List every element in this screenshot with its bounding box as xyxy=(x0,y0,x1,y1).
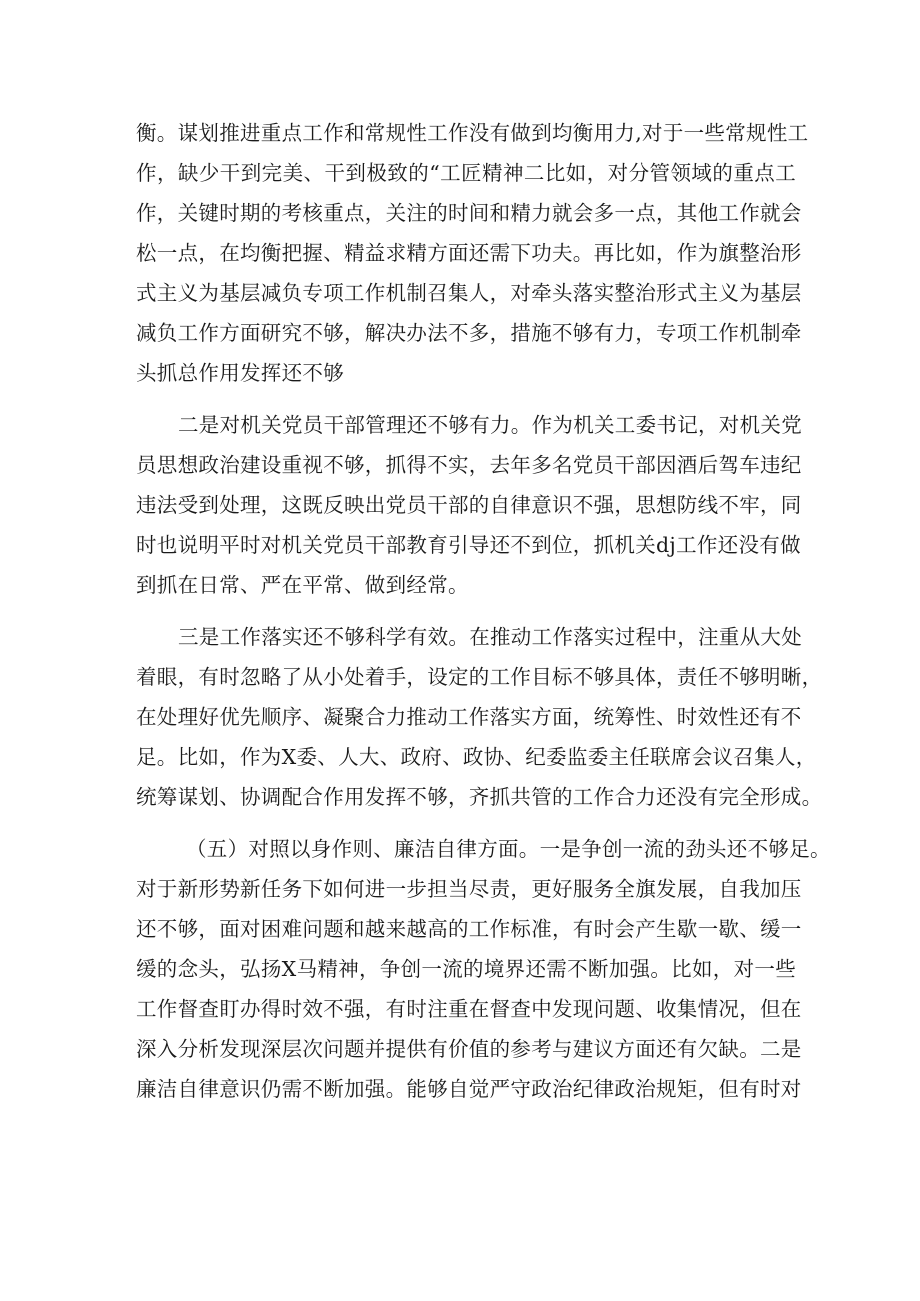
text-line: 头抓总作用发挥还不够 xyxy=(136,361,344,385)
body-text xyxy=(136,113,831,1109)
text-line: 违法受到处理，这既反映出党员干部的自律意识不强，思想防线不牢，同 xyxy=(136,493,802,517)
text-line: 作，缺少干到完美、干到极致的“工匠精神二比如，对分管领域的重点工 xyxy=(136,161,796,185)
text-line: 廉洁自律意识仍需不断加强。能够自觉严守政治纪律政治规矩，但有时对 xyxy=(136,1077,802,1101)
text-line: 衡。谋划推进重点工作和常规性工作没有做到均衡用力,对于一些常规性工 xyxy=(136,121,809,145)
text-line: 缓的念头，弘扬X马精神，争创一流的境界还需不断加强。比如，对一些 xyxy=(136,957,796,981)
paragraph-start-line: 三是工作落实还不够科学有效。在推动工作落实过程中，注重从大处 xyxy=(178,625,802,649)
text-line: 还不够，面对困难问题和越来越高的工作标准，有时会产生歇一歇、缓一 xyxy=(136,917,802,941)
text-line: 工作督查盯办得时效不强，有时注重在督查中发现问题、收集情况，但在 xyxy=(136,997,802,1021)
text-line: 减负工作方面研究不够，解决办法不多，措施不够有力，专项工作机制牵 xyxy=(136,321,802,345)
text-line: 统筹谋划、协调配合作用发挥不够，齐抓共管的工作合力还没有完全形成。 xyxy=(136,785,823,809)
text-line: 着眼，有时忽略了从小处着手，设定的工作目标不够具体，责任不够明晰， xyxy=(136,665,823,689)
text-line: 松一点，在均衡把握、精益求精方面还需下功夫。再比如，作为旗整治形 xyxy=(136,241,802,265)
text-line: 式主义为基层减负专项工作机制召集人，对牵头落实整治形式主义为基层 xyxy=(136,281,802,305)
paragraph-start-line: 二是对机关党员干部管理还不够有力。作为机关工委书记，对机关党 xyxy=(178,413,802,437)
text-line: 足。比如，作为X委、人大、政府、政协、纪委监委主任联席会议召集人， xyxy=(136,745,817,769)
text-line: 在处理好优先顺序、凝聚合力推动工作落实方面，统筹性、时效性还有不 xyxy=(136,705,802,729)
text-line: 作，关键时期的考核重点，关注的时间和精力就会多一点，其他工作就会 xyxy=(136,201,802,225)
text-line: 到抓在日常、严在平常、做到经常。 xyxy=(136,573,469,597)
text-line: 时也说明平时对机关党员干部教育引导还不到位，抓机关dj工作还没有做 xyxy=(136,533,801,557)
text-line: 对于新形势新任务下如何进一步担当尽责，更好服务全旗发展，自我加压 xyxy=(136,877,802,901)
text-line: 员思想政治建设重视不够，抓得不实，去年多名党员干部因酒后驾车违纪 xyxy=(136,453,802,477)
text-line: 深入分析发现深层次问题并提供有价值的参考与建议方面还有欠缺。二是 xyxy=(136,1037,802,1061)
section-heading-line: （五）对照以身作则、廉洁自律方面。一是争创一流的劲头还不够足。 xyxy=(186,837,831,861)
